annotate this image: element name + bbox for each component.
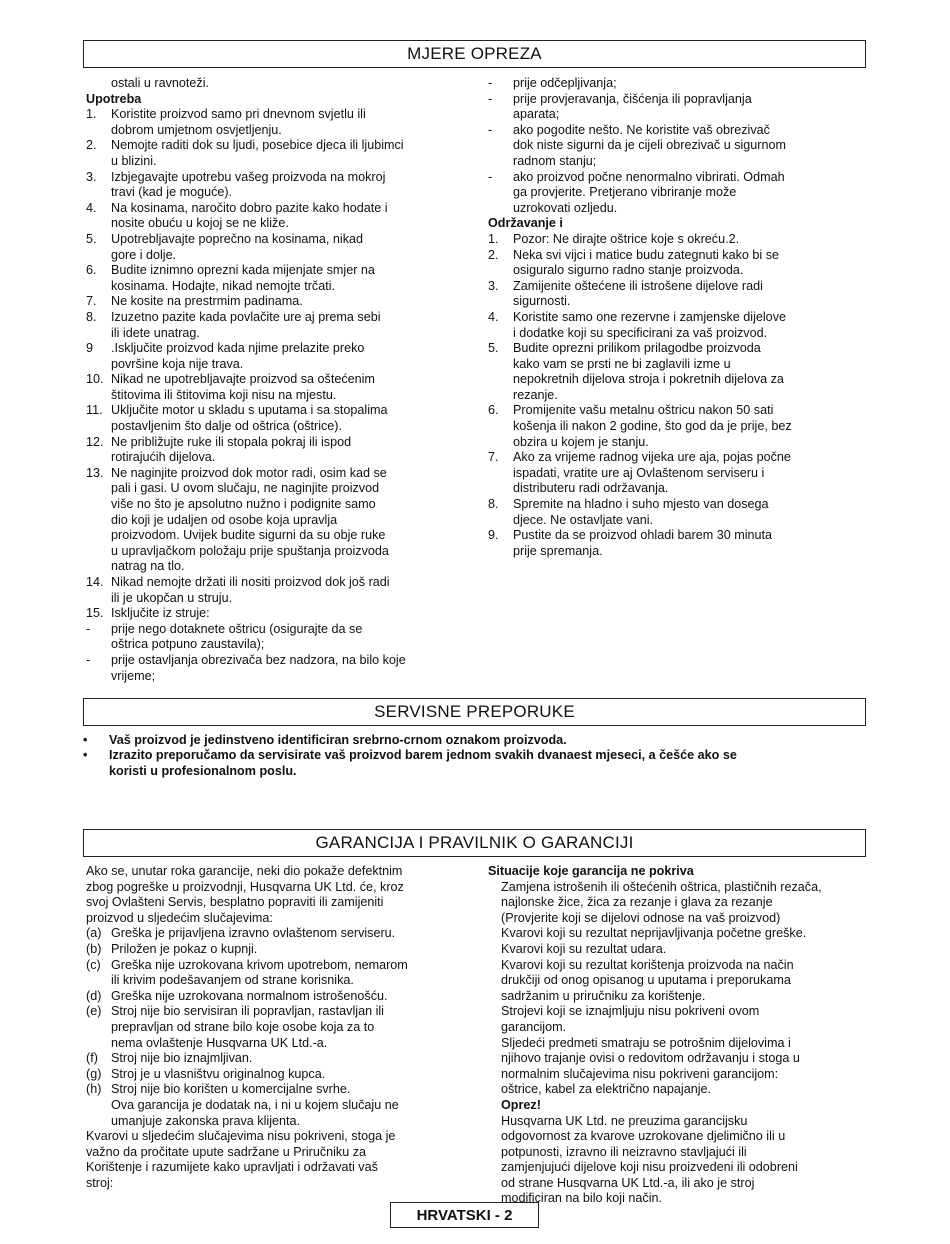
text-line: Stroj nije bio korišten u komercijalne svrhe. xyxy=(111,1082,351,1097)
list-text xyxy=(513,92,873,123)
list-text xyxy=(111,107,471,138)
list-item xyxy=(488,341,873,403)
list-text xyxy=(111,926,476,942)
text-line: modificiran na bilo koji način. xyxy=(501,1191,663,1206)
list-item xyxy=(488,232,873,248)
text-line: gore i dolje. xyxy=(111,247,177,262)
list-marker: - xyxy=(488,169,493,184)
text-line: njihovo trajanje ovisi o redovitom održavanju i stoga u xyxy=(501,1051,800,1066)
list-marker: 3. xyxy=(86,169,97,184)
list-marker: (a) xyxy=(86,926,102,941)
text-line: nema ovlaštenje Husqvarna UK Ltd.-a. xyxy=(111,1035,328,1050)
list-text xyxy=(513,528,873,559)
text-line: prije spremanja. xyxy=(513,543,603,558)
text-line: prije odčepljivanja; xyxy=(513,76,617,90)
list-item xyxy=(488,170,873,217)
list-item xyxy=(86,435,471,466)
list-text xyxy=(111,201,471,232)
list-text xyxy=(513,170,873,217)
list-item xyxy=(86,1067,476,1083)
list-marker: (g) xyxy=(86,1066,102,1081)
list-item xyxy=(86,958,476,989)
list-text xyxy=(513,403,873,450)
text-line: dok niste sigurni da je cijeli obrezivač u sigurnom xyxy=(513,138,786,153)
text-line: Nikad ne upotrebljavajte proizvod sa oštećenim xyxy=(111,372,375,387)
maintenance-list xyxy=(488,232,873,559)
list-text xyxy=(513,248,873,279)
text-line: u upravljačkom položaju prije spuštanja proizvoda xyxy=(111,543,389,558)
list-text xyxy=(111,263,471,294)
list-item xyxy=(86,341,471,372)
list-item xyxy=(86,201,471,232)
list-text xyxy=(111,435,471,466)
text-line: djece. Ne ostavljate vani. xyxy=(513,512,654,527)
list-item xyxy=(488,497,873,528)
text-line: normalnim slučajevima nisu pokriveni garancijom: xyxy=(501,1066,779,1081)
list-marker: 7. xyxy=(488,450,499,465)
list-marker: - xyxy=(488,76,493,90)
list-text xyxy=(513,123,873,170)
list-text xyxy=(111,1067,476,1083)
text-line: površine koja nije trava. xyxy=(111,356,244,371)
text-line: Nikad nemojte držati ili nositi proizvod dok još radi xyxy=(111,575,390,589)
text-line: natrag na tlo. xyxy=(111,559,185,574)
text-line: Izuzetno pazite kada povlačite ure aj prema sebi xyxy=(111,309,381,324)
list-text xyxy=(111,958,476,989)
text-line: Priložen je pokaz o kupnji. xyxy=(111,941,258,956)
list-marker: 6. xyxy=(86,263,97,278)
warranty-left-column xyxy=(86,864,476,1191)
list-marker: 2. xyxy=(488,247,499,262)
list-text xyxy=(513,310,873,341)
list-marker: 8. xyxy=(488,497,499,512)
list-marker: - xyxy=(86,621,91,636)
text-line: .Isključite proizvod kada njime prelazite preko xyxy=(111,341,365,356)
list-item xyxy=(488,123,873,170)
list-marker: 3. xyxy=(488,278,499,293)
text-line: osiguralo sigurno radno stanje proizvoda. xyxy=(513,263,744,278)
list-text xyxy=(513,76,873,92)
list-text xyxy=(111,170,471,201)
text-line: najlonske žice, žica za rezanje i glava za rezanje xyxy=(501,895,773,910)
caution-text xyxy=(488,1114,873,1208)
list-item xyxy=(488,248,873,279)
text-line: Koristite proizvod samo pri dnevnom svjetlu ili xyxy=(111,107,366,122)
list-marker: 13. xyxy=(86,465,104,480)
text-line: prije provjeravanja, čišćenja ili popravljanja xyxy=(513,91,752,106)
text-line: u blizini. xyxy=(111,153,157,168)
text-line: sadržanim u priručniku za korištenje. xyxy=(501,988,706,1003)
text-line: Sljedeći predmeti smatraju se potrošnim dijelovima i xyxy=(501,1035,791,1050)
text-line: nepokretnih dijelova stroja i pokretnih dijelova za xyxy=(513,372,784,387)
warranty-title: GARANCIJA I PRAVILNIK O GARANCIJI xyxy=(315,833,634,852)
text-line: oštrice, kabel za električno napajanje. xyxy=(501,1082,712,1097)
service-title: SERVISNE PREPORUKE xyxy=(374,702,575,721)
text-line: Zamijenite oštećene ili istrošene dijelove radi xyxy=(513,278,763,293)
text-line: travi (kad je moguće). xyxy=(111,185,233,200)
text-line: Ne kosite na prestrmim padinama. xyxy=(111,294,303,309)
text-line: Koristite samo one rezervne i zamjenske dijelove xyxy=(513,309,786,324)
list-marker: 5. xyxy=(86,231,97,246)
use-heading: Upotreba xyxy=(86,91,142,106)
list-text xyxy=(111,575,471,606)
list-marker: (b) xyxy=(86,941,102,956)
text-line: Nemojte raditi dok su ljudi, posebice djeca ili ljubimci xyxy=(111,138,404,153)
text-line: i dodatke koji su specificirani za vaš proizvod. xyxy=(513,325,768,340)
text-line: Kvarovi u sljedećim slučajevima nisu pokriveni, stoga je xyxy=(86,1129,396,1144)
text-line: Stroj nije bio servisiran ili popravljan, rastavljan ili xyxy=(111,1004,384,1019)
text-line: garancijom. xyxy=(501,1019,567,1034)
list-text xyxy=(111,606,471,622)
list-marker: - xyxy=(488,122,493,137)
text-line: ga provjerite. Pretjerano vibriranje može xyxy=(513,185,737,200)
text-line: rezanje. xyxy=(513,387,558,402)
text-line: obzira u kojem je stanju. xyxy=(513,434,649,449)
maintenance-heading: Održavanje i xyxy=(488,216,563,231)
list-marker: 1. xyxy=(86,107,97,122)
list-text xyxy=(513,341,873,403)
text-line: (Provjerite koji se dijelovi odnose na vaš proizvod) xyxy=(501,910,781,925)
caution-heading: Oprez! xyxy=(501,1097,541,1112)
text-line: više no što je apsolutno nužno i podignite samo xyxy=(111,497,376,512)
list-marker: 9. xyxy=(488,528,499,543)
list-marker: 7. xyxy=(86,294,97,309)
text-line: odgovornost za kvarove uzrokovane djelimično ili u xyxy=(501,1129,786,1144)
text-line: Budite oprezni prilikom prilagodbe proizvoda xyxy=(513,341,761,356)
list-item xyxy=(86,575,471,606)
text-line: radnom stanju; xyxy=(513,153,597,168)
text-line: koristi u profesionalnom poslu. xyxy=(109,763,297,778)
list-item xyxy=(488,450,873,497)
list-marker: (e) xyxy=(86,1004,102,1019)
list-text xyxy=(111,1082,476,1129)
text-line: Greška je prijavljena izravno ovlaštenom serviseru. xyxy=(111,926,396,941)
text-line: Ova garancija je dodatak na, i ni u kojem slučaju ne xyxy=(111,1097,399,1112)
text-line: ili krivim podešavanjem od strane korisnika. xyxy=(111,973,354,988)
list-item xyxy=(86,232,471,263)
text-line: Promijenite vašu metalnu oštricu nakon 50 sati xyxy=(513,403,774,418)
list-marker: 14. xyxy=(86,575,104,589)
text-line: pali i gasi. U ovom slučaju, ne naginjite proizvod xyxy=(111,481,380,496)
text-line: vrijeme; xyxy=(111,668,156,683)
list-text xyxy=(513,450,873,497)
list-marker: 4. xyxy=(488,309,499,324)
list-marker: • xyxy=(83,748,88,763)
list-text xyxy=(111,232,471,263)
service-bullets xyxy=(83,733,873,779)
list-text xyxy=(111,942,476,958)
text-line: Ako za vrijeme radnog vijeka ure aja, pojas počne xyxy=(513,450,791,465)
text-line: svoj Ovlašteni Servis, besplatno popraviti ili zamijeniti xyxy=(86,895,384,910)
page-label: HRVATSKI - 2 xyxy=(416,1206,513,1224)
text-line: ako pogodite nešto. Ne koristite vaš obrezivač xyxy=(513,122,770,137)
text-line: Budite iznimno oprezni kada mijenjate smjer na xyxy=(111,263,375,278)
text-line: rotirajućih dijelova. xyxy=(111,450,216,465)
text-line: Greška nije uzrokovana normalnom istrošenošću. xyxy=(111,988,388,1003)
text-line: Ne približujte ruke ili stopala pokraj ili ispod xyxy=(111,434,352,449)
text-line: Husqvarna UK Ltd. ne preuzima garancijsku xyxy=(501,1113,748,1128)
list-text xyxy=(109,733,873,748)
list-marker: 9 xyxy=(86,341,94,356)
list-item xyxy=(488,76,873,92)
list-item xyxy=(86,263,471,294)
text-line: Pustite da se proizvod ohladi barem 30 minuta xyxy=(513,528,773,543)
warranty-right-column xyxy=(488,864,873,1207)
list-item xyxy=(86,466,471,575)
text-line: kosinama. Hodajte, nikad nemojte trčati. xyxy=(111,278,336,293)
text-line: Izrazito preporučamo da servisirate vaš proizvod barem jednom svakih dvanaest mjeseci, a češće ako se xyxy=(109,748,737,763)
text-line: umanjuje zakonska prava klijenta. xyxy=(111,1113,301,1128)
text-line: dio koji je udaljen od osobe koja upravlja xyxy=(111,512,338,527)
list-item xyxy=(86,170,471,201)
text-line: Zamjena istrošenih ili oštećenih oštrica, plastičnih rezača, xyxy=(501,879,822,894)
list-text xyxy=(513,232,873,248)
list-marker: 15. xyxy=(86,606,104,621)
list-marker: (c) xyxy=(86,957,101,972)
list-text xyxy=(111,403,471,434)
list-marker: 8. xyxy=(86,309,97,324)
text-line: Stroj je u vlasništvu originalnog kupca. xyxy=(111,1066,326,1081)
bullet-item xyxy=(83,748,873,779)
text-line: uzrokovati ozljedu. xyxy=(513,200,618,215)
list-marker: 4. xyxy=(86,200,97,215)
list-marker: (h) xyxy=(86,1082,102,1097)
text-line: Strojevi koji se iznajmljuju nisu pokriveni ovom xyxy=(501,1004,760,1019)
use-list xyxy=(86,107,471,684)
list-marker: 2. xyxy=(86,138,97,153)
text-line: Ako se, unutar roka garancije, neki dio pokaže defektnim xyxy=(86,864,403,878)
text-line: Stroj nije bio iznajmljivan. xyxy=(111,1051,253,1066)
text-line: Greška nije uzrokovana krivom upotrebom, nemarom xyxy=(111,957,408,972)
list-text xyxy=(111,138,471,169)
text-line: košenja ili nakon 2 godine, što god da je prije, bez xyxy=(513,419,792,434)
list-marker: 12. xyxy=(86,434,104,449)
list-marker: • xyxy=(83,733,88,747)
warranty-intro xyxy=(86,864,476,926)
list-text xyxy=(111,294,471,310)
text-line: Uključite motor u skladu s uputama i sa stopalima xyxy=(111,403,388,418)
list-text xyxy=(111,1004,476,1051)
text-line: prije nego dotaknete oštricu (osigurajte da se xyxy=(111,621,363,636)
warranty-outro xyxy=(86,1129,476,1191)
text-line: postavljenim što dalje od oštrica (oštrice). xyxy=(111,419,342,434)
not-covered-text xyxy=(488,880,873,1098)
text-line: potpunosti, izravno ili neizravno stavljajući ili xyxy=(501,1144,747,1159)
text-line: Isključite iz struje: xyxy=(111,606,210,621)
precautions-left-column xyxy=(86,76,471,684)
list-item xyxy=(86,403,471,434)
unplug-conditions-list xyxy=(488,76,873,216)
list-marker: (d) xyxy=(86,988,102,1003)
list-item xyxy=(488,92,873,123)
list-marker: 5. xyxy=(488,341,499,356)
list-item xyxy=(86,606,471,622)
text-line: Kvarovi koji su rezultat udara. xyxy=(501,941,667,956)
precautions-right-column xyxy=(488,76,873,559)
text-line: proizvodom. Uvijek budite sigurni da su obje ruke xyxy=(111,528,386,543)
text-line: Upotrebljavajte poprečno na kosinama, nikad xyxy=(111,231,364,246)
list-text xyxy=(111,341,471,372)
page-number-box xyxy=(390,1202,539,1228)
text-line: ako proizvod počne nenormalno vibrirati. Odmah xyxy=(513,169,785,184)
list-item xyxy=(86,989,476,1005)
text-line: Spremite na hladno i suho mjesto van dosega xyxy=(513,497,769,512)
not-covered-heading: Situacije koje garancija ne pokriva xyxy=(488,864,694,878)
text-line: oštrica potpuno zaustavila); xyxy=(111,637,265,652)
list-item xyxy=(86,310,471,341)
list-item xyxy=(488,403,873,450)
text-line: prepravljan od strane bilo koje osobe koja za to xyxy=(111,1019,375,1034)
text-line: ispadati, vratite ure aj Ovlaštenom serviseru i xyxy=(513,465,765,480)
list-item xyxy=(86,622,471,653)
text-line: ili idete unatrag. xyxy=(111,325,200,340)
list-marker: 1. xyxy=(488,231,499,246)
list-item xyxy=(86,294,471,310)
list-text xyxy=(109,748,873,779)
text-line: od strane Husqvarna UK Ltd.-a, ili ako je stroj xyxy=(501,1175,755,1190)
text-line: važno da pročitate upute sadržane u Priručniku za xyxy=(86,1144,367,1159)
list-item xyxy=(86,372,471,403)
list-text xyxy=(111,466,471,575)
text-line: zbog pogreške u proizvodnji, Husqvarna UK Ltd. će, kroz xyxy=(86,879,404,894)
text-line: stroj: xyxy=(86,1175,114,1190)
text-line: kako vam se prsti ne bi zaglavili izme u xyxy=(513,356,731,371)
text-line: Neka svi vijci i matice budu zategnuti kako bi se xyxy=(513,247,779,262)
list-text xyxy=(111,989,476,1005)
list-text xyxy=(111,653,471,684)
list-item xyxy=(86,653,471,684)
list-text xyxy=(111,372,471,403)
text-line: distributeru radi održavanja. xyxy=(513,481,669,496)
text-line: Korištenje i razumijete kako upravljati i održavati vaš xyxy=(86,1160,378,1175)
list-item xyxy=(86,1004,476,1051)
text-line: dobrom umjetnom osvjetljenju. xyxy=(111,122,282,137)
list-text xyxy=(513,497,873,528)
service-header xyxy=(83,698,866,726)
text-line: štitovima ili štitovima koji nisu na mjestu. xyxy=(111,387,337,402)
list-marker: - xyxy=(86,652,91,667)
text-line: Kvarovi koji su rezultat neprijavljivanja početne greške. xyxy=(501,926,807,941)
precautions-header xyxy=(83,40,866,68)
list-item xyxy=(488,310,873,341)
text-line: prije ostavljanja obrezivača bez nadzora, na bilo koje xyxy=(111,652,406,667)
list-marker: 10. xyxy=(86,372,104,387)
list-text xyxy=(111,310,471,341)
list-text xyxy=(111,622,471,653)
text-line: proizvod u sljedećim slučajevima: xyxy=(86,910,273,925)
list-marker: 6. xyxy=(488,403,499,418)
text-line: sigurnosti. xyxy=(513,294,571,309)
text-line: Kvarovi koji su rezultat korištenja proizvoda na način xyxy=(501,957,794,972)
list-item xyxy=(488,528,873,559)
list-item xyxy=(86,1051,476,1067)
continued-text: ostali u ravnoteži. xyxy=(111,76,210,90)
list-item xyxy=(86,138,471,169)
text-line: Ne naginjite proizvod dok motor radi, osim kad se xyxy=(111,465,387,480)
warranty-conditions-list xyxy=(86,926,476,1129)
list-item xyxy=(488,279,873,310)
text-line: Na kosinama, naročito dobro pazite kako hodate i xyxy=(111,200,388,215)
list-item xyxy=(86,107,471,138)
text-line: nosite obuću u kojoj se ne kliže. xyxy=(111,216,289,231)
list-text xyxy=(111,1051,476,1067)
list-item xyxy=(86,942,476,958)
text-line: Izbjegavajte upotrebu vašeg proizvoda na mokroj xyxy=(111,169,386,184)
text-line: drukčiji od onog opisanog u uputama i preporukama xyxy=(501,973,791,988)
list-marker: - xyxy=(488,91,493,106)
warranty-header xyxy=(83,829,866,857)
list-item xyxy=(86,1082,476,1129)
text-line: aparata; xyxy=(513,107,560,122)
list-item xyxy=(86,926,476,942)
text-line: Pozor: Ne dirajte oštrice koje s okreću.2. xyxy=(513,231,740,246)
precautions-title: MJERE OPREZA xyxy=(407,44,542,63)
list-marker: (f) xyxy=(86,1051,98,1066)
text-line: Vaš proizvod je jedinstveno identificiran srebrno-crnom oznakom proizvoda. xyxy=(109,733,567,747)
bullet-item xyxy=(83,733,873,748)
list-text xyxy=(513,279,873,310)
text-line: ili je ukopčan u struju. xyxy=(111,590,233,605)
list-marker: 11. xyxy=(86,403,103,418)
text-line: zamjenjujući dijelove koji nisu proizvedeni ili odobreni xyxy=(501,1160,798,1175)
